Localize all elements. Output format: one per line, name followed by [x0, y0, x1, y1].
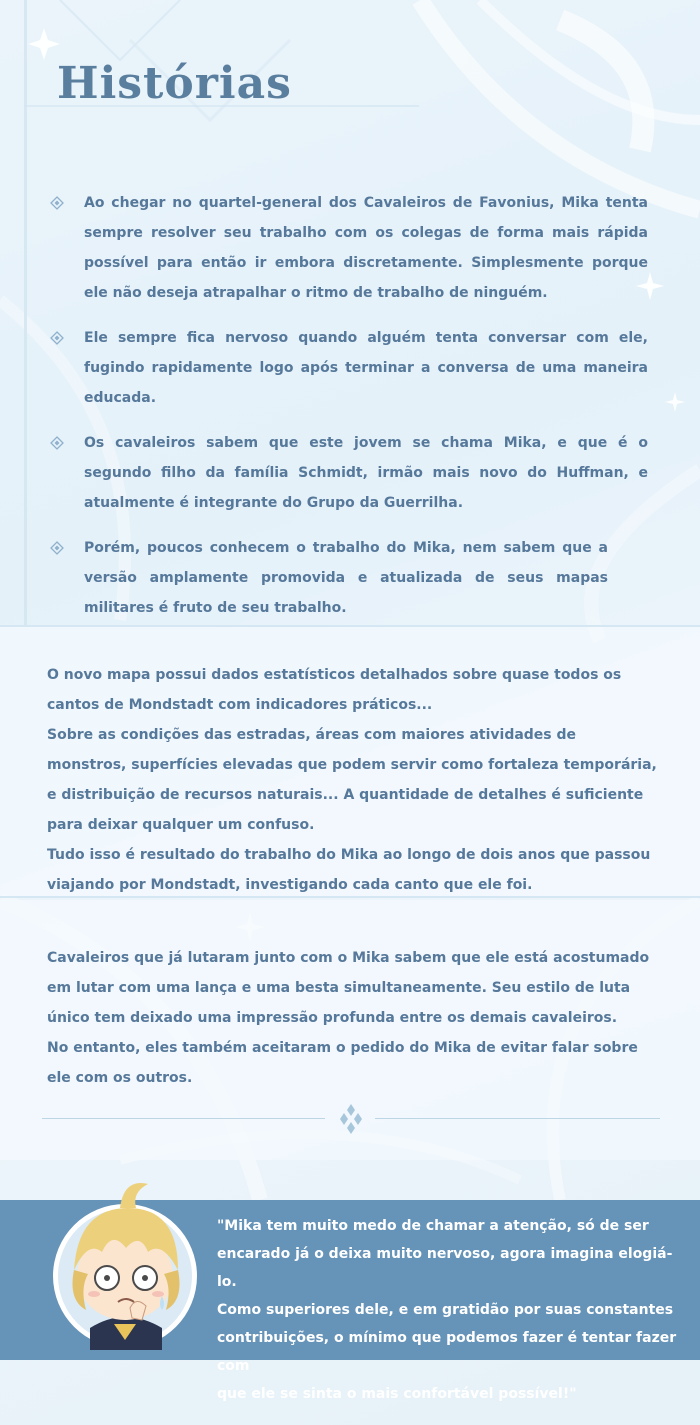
story-item	[48, 533, 648, 623]
mika-chibi-avatar-icon	[50, 1178, 200, 1350]
divider-line-right	[375, 1118, 660, 1119]
quote-line: encarado já o deixa muito nervoso, agora imagina elogiá-lo.	[217, 1246, 673, 1290]
quote-line: Como superiores dele, e em gratidão por suas constantes	[217, 1302, 674, 1318]
page-title: Histórias	[57, 58, 292, 109]
map-paragraph-line: O novo mapa possui dados estatísticos detalhados sobre quase todos os cantos de Mondstadt com indicadores práticos...	[47, 667, 622, 713]
quote-line: "Mika tem muito medo de chamar a atenção, só de ser	[217, 1218, 649, 1234]
section-divider	[42, 1110, 660, 1128]
story-text: Porém, poucos conhecem o trabalho do Mika, nem sabem que a versão amplamente promovida e atualizada de seus mapas militares é fruto de seu trabalho.	[84, 540, 608, 616]
combat-paragraph-line: No entanto, eles também aceitaram o pedido do Mika de evitar falar sobre ele com os outros.	[47, 1040, 638, 1086]
diamond-bullet-icon	[50, 331, 64, 345]
story-text: Ele sempre fica nervoso quando alguém tenta conversar com ele, fugindo rapidamente logo após terminar a conversa de uma maneira educada.	[84, 330, 648, 406]
diamond-bullet-icon	[50, 196, 64, 210]
divider-line-left	[42, 1118, 325, 1119]
diamond-bullet-icon	[50, 541, 64, 555]
story-item	[48, 188, 648, 308]
story-text: Os cavaleiros sabem que este jovem se chama Mika, e que é o segundo filho da família Schmidt, irmão mais novo do Huffman, e atualmente é integrante do Grupo da Guerrilha.	[84, 435, 648, 511]
quote-text	[217, 1212, 687, 1408]
combat-paragraph-line: Cavaleiros que já lutaram junto com o Mika sabem que ele está acostumado em lutar com uma lança e uma besta simultaneamente. Seu estilo de luta único tem deixado uma impressão profunda entre os demais cavaleiros.	[47, 950, 650, 1026]
quote-line: que ele se sinta o mais confortável possível!"	[217, 1386, 577, 1402]
diamond-bullet-icon	[50, 436, 64, 450]
map-paragraph-line: Sobre as condições das estradas, áreas com maiores atividades de monstros, superfícies elevadas que podem servir como fortaleza temporária, e distribuição de recursos naturais... A quantidade de detalhes é suficiente para deixar qualquer um confuso.	[47, 727, 657, 833]
story-item	[48, 323, 648, 413]
story-list	[48, 188, 648, 638]
diamond-ornament-icon	[339, 1104, 363, 1134]
map-paragraph-line: Tudo isso é resultado do trabalho do Mika ao longo de dois anos que passou viajando por Mondstadt, investigando cada canto que ele foi.	[47, 847, 651, 893]
quote-line: contribuições, o mínimo que podemos fazer é tentar fazer com	[217, 1330, 677, 1374]
story-item	[48, 428, 648, 518]
combat-paragraph	[47, 943, 660, 1093]
story-text: Ao chegar no quartel-general dos Cavaleiros de Favonius, Mika tenta sempre resolver seu trabalho com os colegas de forma mais rápida possível para então ir embora discretamente. Simplesmente porque ele não deseja atrapalhar o ritmo de trabalho de ninguém.	[84, 195, 648, 301]
map-paragraph	[47, 660, 660, 900]
